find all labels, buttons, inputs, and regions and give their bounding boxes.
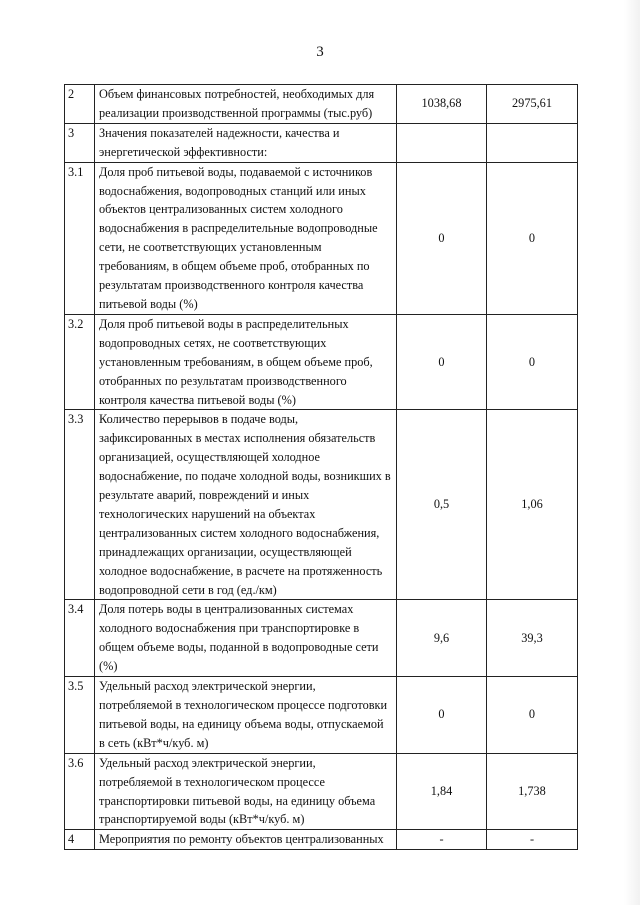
value-cell-1: 0 <box>397 314 487 410</box>
table-row <box>65 830 578 850</box>
row-number: 4 <box>65 830 95 850</box>
value-cell-2 <box>487 123 578 162</box>
row-number: 3.1 <box>65 162 95 314</box>
table-row <box>65 123 578 162</box>
value-cell-1: 0,5 <box>397 410 487 600</box>
value-cell-1 <box>397 123 487 162</box>
table-row <box>65 753 578 830</box>
page-number: 3 <box>316 44 324 60</box>
row-number: 2 <box>65 85 95 124</box>
row-description: Удельный расход электрической энергии, потребляемой в технологическом процессе транспортировки питьевой воды, на единицу объема транспортируемой воды (кВт*ч/куб. м) <box>95 753 397 830</box>
row-description: Количество перерывов в подаче воды, зафиксированных в местах исполнения обязательств организацией, осуществляющей холодное водоснабжение, по подаче холодной воды, возникших в результате аварий, повреждений и иных технологических нарушений на объектах централизованных систем холодного водоснабжения, принадлежащих организации, осуществляющей холодное водоснабжение, в расчете на протяженность водопроводной сети в год (ед./км) <box>95 410 397 600</box>
value-cell-1: 0 <box>397 162 487 314</box>
row-description: Удельный расход электрической энергии, потребляемой в технологическом процессе подготовки питьевой воды, на единицу объема воды, отпускаемой в сеть (кВт*ч/куб. м) <box>95 677 397 754</box>
scan-edge-shading <box>624 0 640 905</box>
row-number: 3 <box>65 123 95 162</box>
table-row <box>65 677 578 754</box>
value-cell-2: 1,738 <box>487 753 578 830</box>
value-cell-2: 2975,61 <box>487 85 578 124</box>
row-description: Доля проб питьевой воды в распределительных водопроводных сетях, не соответствующих установленным требованиям, в общем объеме проб, отобранных по результатам производственного контроля качества питьевой воды (%) <box>95 314 397 410</box>
row-description: Мероприятия по ремонту объектов централизованных <box>95 830 397 850</box>
row-number: 3.5 <box>65 677 95 754</box>
row-description: Значения показателей надежности, качества и энергетической эффективности: <box>95 123 397 162</box>
value-cell-2: 39,3 <box>487 600 578 677</box>
row-description: Доля потерь воды в централизованных системах холодного водоснабжения при транспортировке в общем объеме воды, поданной в водопроводные сети (%) <box>95 600 397 677</box>
table-row <box>65 410 578 600</box>
table-row <box>65 85 578 124</box>
row-number: 3.2 <box>65 314 95 410</box>
value-cell-2: 0 <box>487 314 578 410</box>
value-cell-1: 9,6 <box>397 600 487 677</box>
table-row <box>65 314 578 410</box>
table-row <box>65 162 578 314</box>
value-cell-1: 1038,68 <box>397 85 487 124</box>
value-cell-2: 1,06 <box>487 410 578 600</box>
row-description: Доля проб питьевой воды, подаваемой с источников водоснабжения, водопроводных станций или иных объектов централизованных систем холодного водоснабжения в распределительные водопроводные сети, не соответствующих установленным требованиям, в общем объеме проб, отобранных по результатам производственного контроля качества питьевой воды (%) <box>95 162 397 314</box>
row-number: 3.3 <box>65 410 95 600</box>
row-number: 3.4 <box>65 600 95 677</box>
value-cell-1: - <box>397 830 487 850</box>
value-cell-1: 1,84 <box>397 753 487 830</box>
value-cell-2: 0 <box>487 162 578 314</box>
row-description: Объем финансовых потребностей, необходимых для реализации производственной программы (тыс.руб) <box>95 85 397 124</box>
row-number: 3.6 <box>65 753 95 830</box>
value-cell-2: - <box>487 830 578 850</box>
table-row <box>65 600 578 677</box>
value-cell-2: 0 <box>487 677 578 754</box>
value-cell-1: 0 <box>397 677 487 754</box>
indicators-table <box>64 84 578 850</box>
